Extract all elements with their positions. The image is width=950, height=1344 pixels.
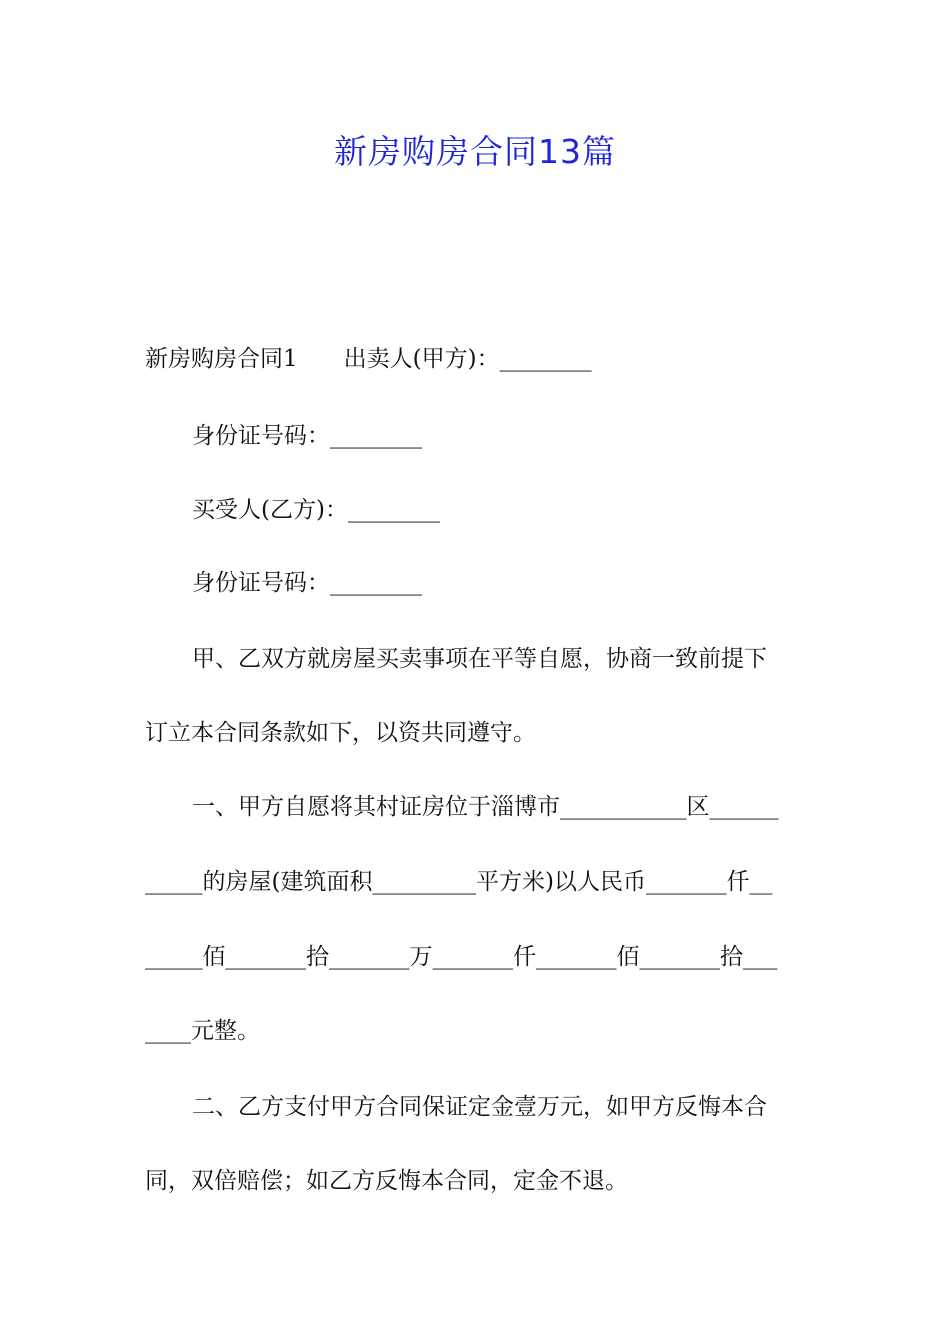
paragraph-intro-line-2: 订立本合同条款如下，以资共同遵守。 xyxy=(145,720,536,746)
seller-field: 出卖人(甲方)：________ xyxy=(343,346,592,372)
clause-1-line-1: 一、甲方自愿将其村证房位于淄博市___________区______ xyxy=(192,794,779,820)
contract-heading-line xyxy=(145,343,810,375)
seller-id-field: 身份证号码：________ xyxy=(192,423,422,449)
buyer-field: 买受人(乙方)：________ xyxy=(192,497,440,523)
buyer-id-field: 身份证号码：________ xyxy=(192,570,422,596)
contract-number-label: 新房购房合同1 xyxy=(145,346,298,372)
document-title: 新房购房合同13篇 xyxy=(334,132,616,171)
clause-2-line-2: 同，双倍赔偿；如乙方反悔本合同，定金不退。 xyxy=(145,1168,628,1194)
clause-1-line-3: _____佰_______拾_______万_______仟_______佰_______拾___ xyxy=(145,944,778,970)
paragraph-intro-line-1: 甲、乙双方就房屋买卖事项在平等自愿，协商一致前提下 xyxy=(192,646,767,672)
clause-2-line-1: 二、乙方支付甲方合同保证定金壹万元，如甲方反悔本合 xyxy=(192,1094,767,1120)
clause-1-line-2: _____的房屋(建筑面积_________平方米)以人民币_______仟__ xyxy=(145,869,773,895)
clause-1-line-4: ____元整。 xyxy=(145,1018,260,1044)
